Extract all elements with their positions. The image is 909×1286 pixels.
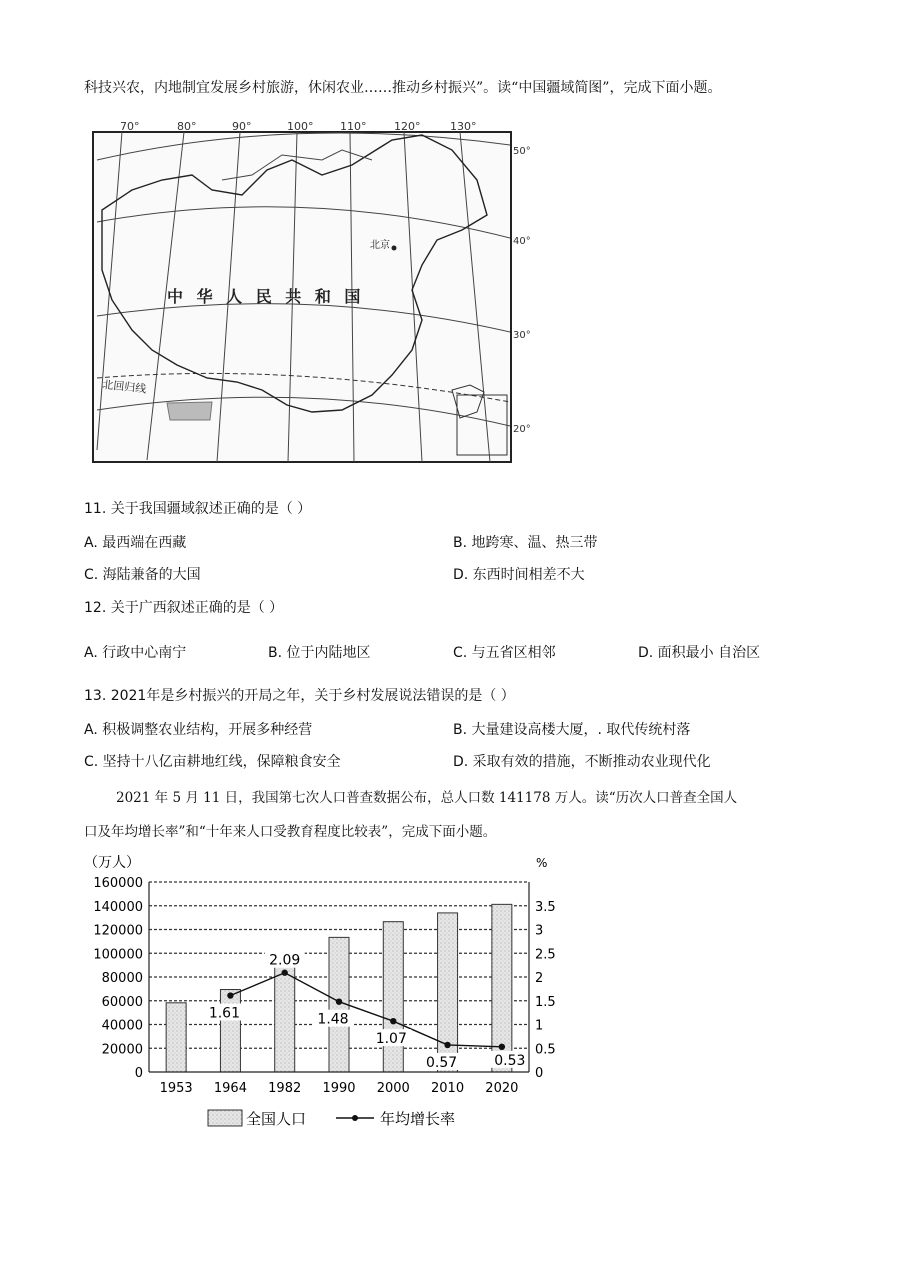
- lon-label: 120°: [394, 120, 421, 133]
- left-tick-label: 120000: [93, 923, 143, 939]
- q12-option-a[interactable]: A. 行政中心南宁: [84, 645, 187, 661]
- lon-label: 110°: [340, 120, 367, 133]
- population-bar: [438, 913, 458, 1072]
- beijing-label: 北京: [370, 240, 390, 251]
- growth-rate-labels: [204, 951, 529, 1071]
- left-tick-label: 140000: [93, 899, 143, 915]
- legend-line-marker: [352, 1115, 358, 1121]
- x-tick-label: 1990: [322, 1081, 356, 1096]
- q11-stem: 11. 关于我国疆域叙述正确的是（ ）: [84, 501, 312, 517]
- intro-text: 科技兴农，内地制宜发展乡村旅游，休闲农业……推动乡村振兴”。读“中国疆域简图”，完成下面小题。: [84, 80, 722, 96]
- right-axis-unit: %: [536, 856, 548, 870]
- growth-rate-line: [227, 970, 505, 1051]
- lon-label: 130°: [450, 120, 477, 133]
- left-tick-label: 20000: [101, 1042, 143, 1058]
- growth-rate-point: [336, 999, 342, 1005]
- left-tick-label: 40000: [101, 1018, 143, 1034]
- x-tick-labels: [160, 1081, 519, 1096]
- growth-rate-label: 0.53: [494, 1052, 526, 1069]
- right-tick-label: 0.5: [535, 1042, 556, 1058]
- right-tick-label: 2: [535, 971, 544, 986]
- growth-rate-label: 1.48: [317, 1011, 349, 1028]
- growth-rate-point: [282, 970, 288, 976]
- left-tick-label: 80000: [101, 971, 143, 986]
- left-tick-label: 100000: [93, 947, 143, 963]
- growth-rate-label: 2.09: [269, 952, 301, 969]
- left-tick-label: 0: [134, 1066, 143, 1081]
- growth-rate-point: [227, 992, 233, 998]
- shaded-region: [167, 402, 212, 420]
- x-tick-label: 1953: [159, 1081, 193, 1096]
- legend-line-label: 年均增长率: [380, 1110, 456, 1128]
- growth-rate-label: 1.61: [208, 1005, 241, 1022]
- legend-bar-swatch: [208, 1110, 242, 1126]
- lat-label: 20°: [513, 424, 531, 435]
- q11-option-b[interactable]: B. 地跨寒、温、热三带: [453, 535, 598, 551]
- lat-label: 30°: [513, 330, 531, 341]
- left-axis-unit: （万人）: [84, 855, 140, 871]
- q11-option-c[interactable]: C. 海陆兼备的大国: [84, 567, 201, 583]
- right-tick-label: 1: [535, 1018, 544, 1034]
- left-tick-labels: [93, 876, 143, 1081]
- q12-option-d[interactable]: D. 面积最小 自治区: [638, 645, 761, 661]
- right-tick-label: 3: [535, 923, 544, 939]
- right-tick-label: 3.5: [535, 899, 556, 915]
- lat-label: 50°: [513, 146, 531, 157]
- right-tick-label: 1.5: [535, 994, 556, 1010]
- q11-option-a[interactable]: A. 最西端在西藏: [84, 535, 187, 551]
- population-chart: [84, 850, 554, 1140]
- x-tick-label: 1982: [268, 1081, 302, 1096]
- lon-label: 100°: [287, 120, 314, 133]
- q13-option-b[interactable]: B. 大量建设高楼大厦，. 取代传统村落: [453, 722, 691, 738]
- passage-line-1: 2021 年 5 月 11 日，我国第七次人口普查数据公布，总人口数 141178 万人。读“历次人口普查全国人: [116, 790, 738, 806]
- q13-option-a[interactable]: A. 积极调整农业结构，开展多种经营: [84, 722, 313, 738]
- passage-line-2: 口及年均增长率”和“十年来人口受教育程度比较表”，完成下面小题。: [84, 824, 497, 840]
- x-tick-label: 2020: [485, 1081, 519, 1096]
- legend-bar-label: 全国人口: [246, 1110, 307, 1128]
- growth-rate-label: 0.57: [425, 1054, 458, 1071]
- lon-label: 90°: [232, 120, 252, 133]
- q11-option-d[interactable]: D. 东西时间相差不大: [453, 567, 585, 583]
- country-label: 中 华 人 民 共 和 国: [167, 287, 365, 306]
- growth-rate-point: [499, 1044, 505, 1050]
- lon-label: 70°: [120, 120, 140, 133]
- lat-label: 40°: [513, 236, 531, 247]
- q12-option-b[interactable]: B. 位于内陆地区: [268, 645, 371, 661]
- right-tick-label: 0: [535, 1066, 544, 1081]
- growth-rate-polyline: [230, 973, 501, 1047]
- tropic-label: 北回归线: [101, 378, 147, 396]
- lon-label: 80°: [177, 120, 197, 133]
- x-tick-label: 1964: [213, 1081, 247, 1096]
- china-territory-map: [92, 120, 531, 464]
- population-bar: [166, 1003, 186, 1072]
- q12-option-c[interactable]: C. 与五省区相邻: [453, 645, 556, 661]
- population-bar: [220, 990, 240, 1072]
- growth-rate-point: [444, 1042, 450, 1048]
- right-tick-labels: [535, 900, 556, 1081]
- growth-rate-point: [390, 1018, 396, 1024]
- left-tick-label: 60000: [101, 994, 143, 1010]
- q13-option-d[interactable]: D. 采取有效的措施，不断推动农业现代化: [453, 754, 711, 770]
- q12-stem: 12. 关于广西叙述正确的是（ ）: [84, 600, 284, 616]
- left-tick-label: 160000: [93, 876, 143, 891]
- x-tick-label: 2000: [376, 1081, 410, 1096]
- growth-rate-label: 1.07: [375, 1031, 407, 1048]
- beijing-marker: [392, 246, 397, 251]
- q13-option-c[interactable]: C. 坚持十八亿亩耕地红线，保障粮食安全: [84, 754, 341, 770]
- q13-stem: 13. 2021年是乡村振兴的开局之年，关于乡村发展说法错误的是（ ）: [84, 688, 515, 704]
- right-tick-label: 2.5: [535, 947, 556, 963]
- population-bar: [383, 922, 403, 1072]
- x-tick-label: 2010: [431, 1081, 465, 1096]
